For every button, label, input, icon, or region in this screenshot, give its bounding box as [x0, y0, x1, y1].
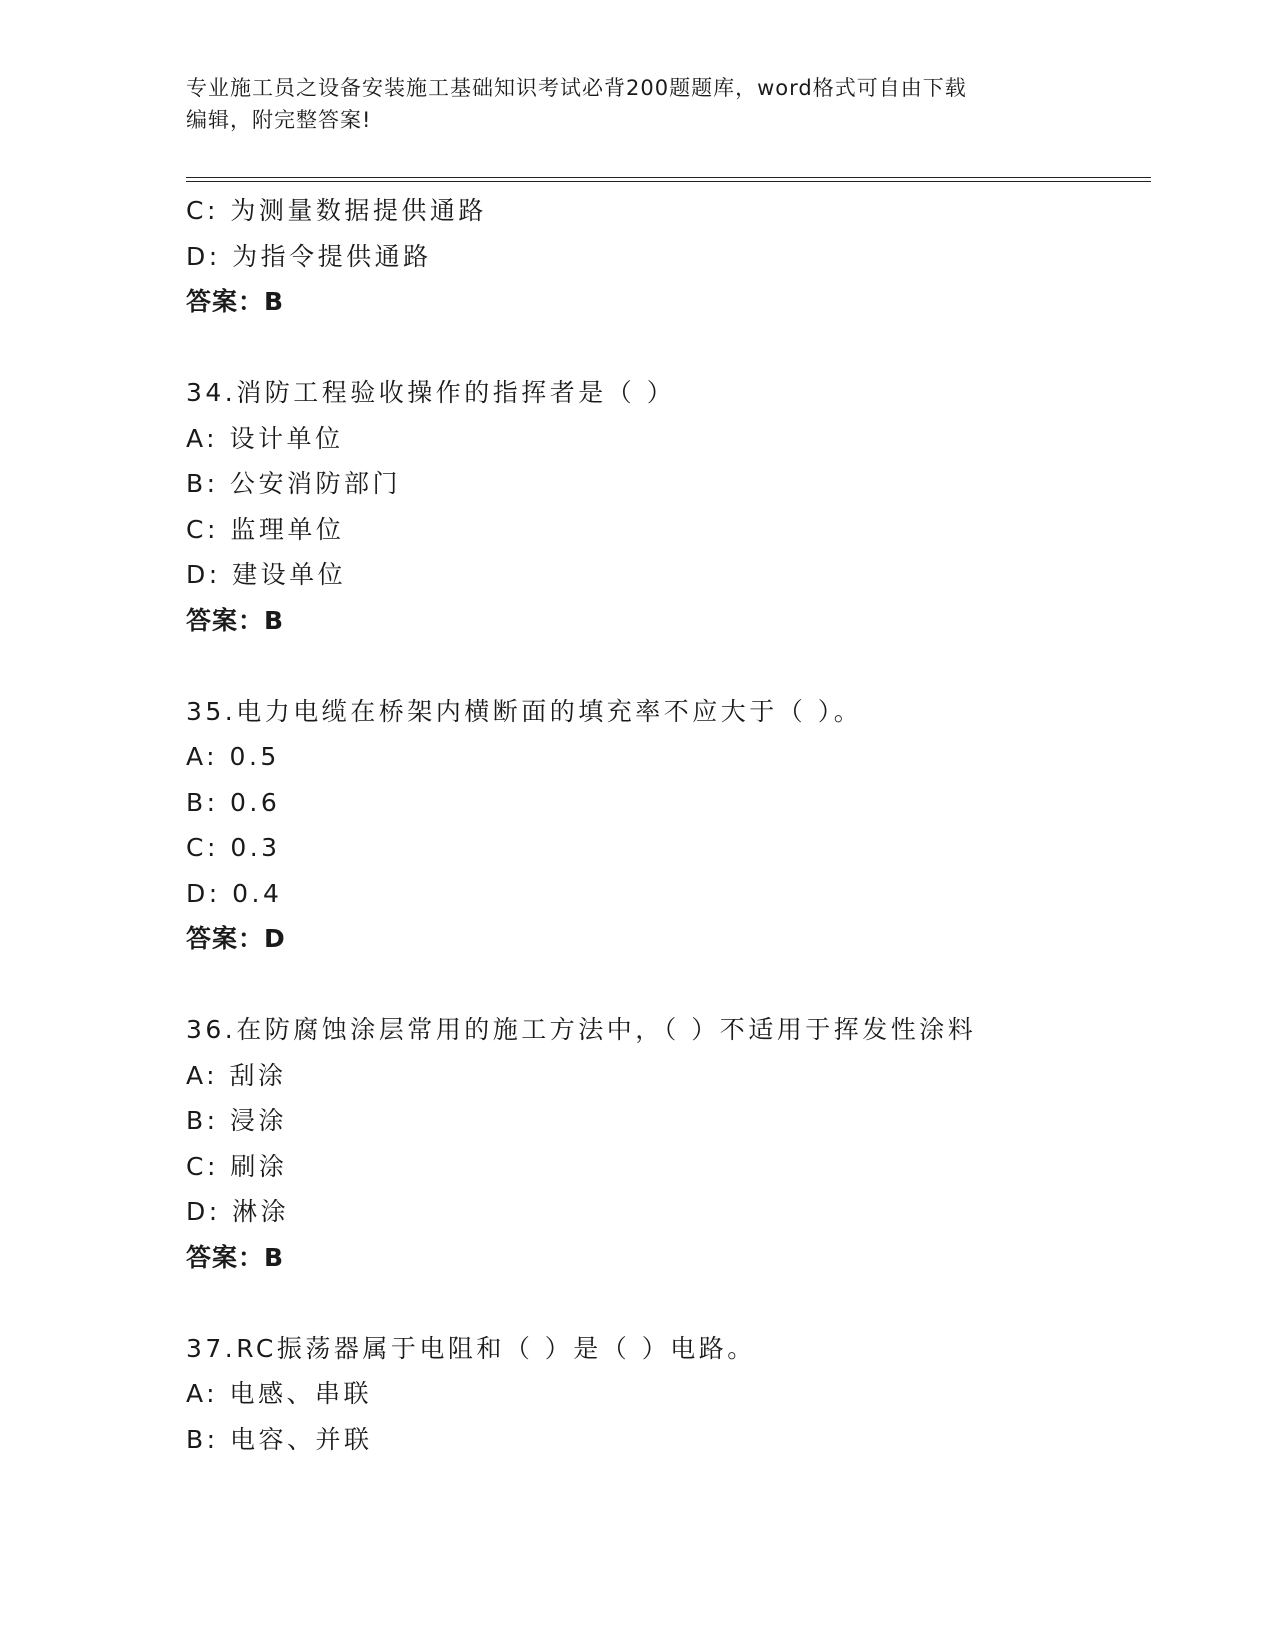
- option-b: B: 浸涂: [186, 1106, 288, 1135]
- option-d: D: 建设单位: [186, 560, 347, 589]
- option-d: D: 0.4: [186, 878, 283, 908]
- document-header: [186, 72, 1086, 136]
- option-c: C: 监理单位: [186, 514, 345, 544]
- question-stem: 36.在防腐蚀涂层常用的施工方法中，（ ）不适用于挥发性涂料: [186, 1015, 977, 1044]
- question-stem: 37.RC振荡器属于电阻和（ ）是（ ）电路。: [186, 1333, 756, 1363]
- header-divider-bottom: [186, 181, 1151, 182]
- header-line-2: 编辑，附完整答案!: [186, 108, 372, 132]
- spacer: [186, 325, 1146, 371]
- option-c: C: 0.3: [186, 833, 281, 862]
- spacer: [186, 643, 1146, 689]
- spacer: [186, 1280, 1146, 1326]
- question-stem: 35.电力电缆在桥架内横断面的填充率不应大于（ ）。: [186, 696, 863, 726]
- question-35: [186, 689, 1146, 962]
- option-b: B: 公安消防部门: [186, 469, 402, 498]
- question-34: [186, 370, 1146, 643]
- answer-label: 答案：B: [186, 287, 285, 316]
- option-d: D: 为指令提供通路: [186, 241, 432, 271]
- answer-label: 答案：B: [186, 605, 285, 635]
- question-continued: [186, 188, 1146, 325]
- option-b: B: 电容、并联: [186, 1424, 373, 1454]
- spacer: [186, 962, 1146, 1008]
- answer-label: 答案：B: [186, 1242, 285, 1272]
- option-c: C: 为测量数据提供通路: [186, 196, 487, 225]
- option-a: A: 刮涂: [186, 1060, 287, 1090]
- answer-label: 答案：D: [186, 924, 286, 953]
- option-b: B: 0.6: [186, 787, 281, 817]
- header-divider-top: [186, 177, 1151, 178]
- question-stem: 34.消防工程验收操作的指挥者是（ ）: [186, 378, 676, 407]
- option-c: C: 刷涂: [186, 1151, 288, 1181]
- option-a: A: 电感、串联: [186, 1379, 373, 1408]
- header-line-1: 专业施工员之设备安装施工基础知识考试必背200题题库，word格式可自由下载: [186, 76, 967, 100]
- question-list: [186, 188, 1146, 1462]
- question-36: [186, 1007, 1146, 1280]
- option-d: D: 淋涂: [186, 1197, 290, 1226]
- question-37: [186, 1326, 1146, 1463]
- option-a: A: 0.5: [186, 742, 280, 771]
- option-a: A: 设计单位: [186, 423, 344, 453]
